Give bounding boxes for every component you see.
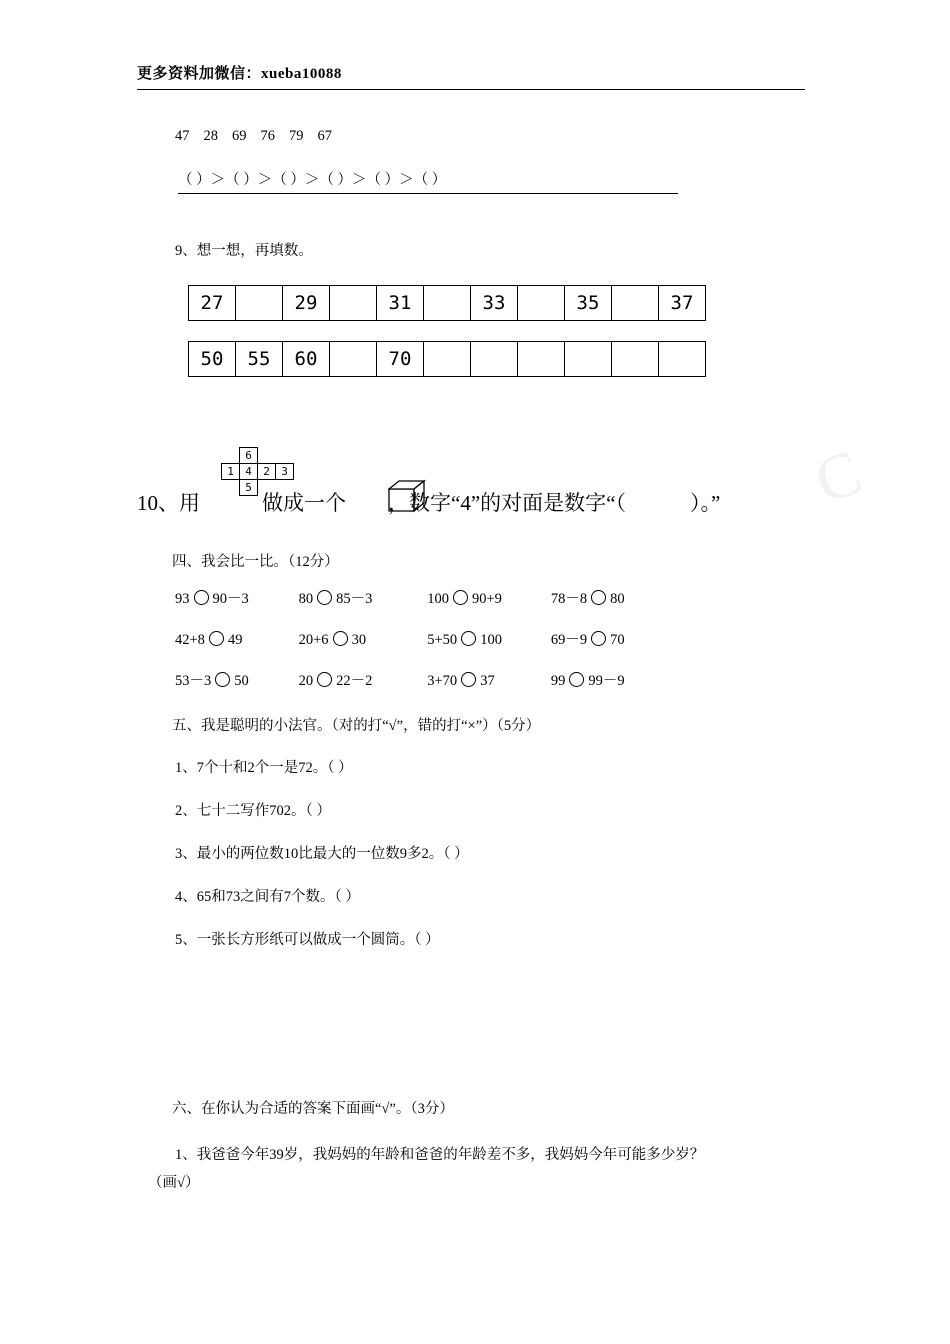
compare-right: 90－3 [212,591,249,607]
net-cell-1: 1 [222,464,240,480]
compare-item [427,590,547,608]
compare-item [427,672,547,690]
q10-line [137,487,720,517]
grid-cell[interactable]: 70 [377,342,424,377]
section5-item[interactable]: 2、七十二写作702。（ ） [175,803,331,819]
section5-item[interactable]: 4、65和73之间有7个数。（ ） [175,889,360,905]
grid-cell[interactable] [424,342,471,377]
compare-left: 80 [298,591,314,607]
compare-item [551,669,625,690]
compare-item [299,631,424,649]
grid-cell[interactable]: 33 [471,286,518,321]
q9-grid-five[interactable] [188,341,706,377]
grid-cell[interactable]: 37 [659,286,706,321]
section5-title: 五、我是聪明的小法官。（对的打“√”，错的打“×”）（5分） [172,718,541,734]
q8-number: 79 [289,128,304,144]
compare-circle[interactable] [333,631,348,646]
compare-item [175,587,295,608]
compare-right: 22－2 [336,673,373,689]
q10-text-c: ，数字“4”的对面是数字“（ [388,491,626,515]
q8-number: 47 [175,128,190,144]
q10-text-a: 10、用 [137,491,200,515]
q8-number: 28 [203,128,218,144]
grid-cell[interactable] [471,342,518,377]
grid-cell[interactable] [236,286,283,321]
q8-number: 67 [317,128,332,144]
section4-row [175,628,625,649]
compare-left: 69－9 [550,632,588,648]
grid-cell[interactable] [518,342,565,377]
grid-cell[interactable] [330,342,377,377]
compare-circle[interactable] [453,590,468,605]
compare-item [427,631,547,649]
compare-circle[interactable] [461,672,476,687]
compare-circle[interactable] [461,631,476,646]
net-empty [258,448,276,464]
compare-circle[interactable] [215,672,230,687]
compare-circle[interactable] [569,672,584,687]
compare-right: 37 [480,673,495,689]
compare-left: 78－8 [550,591,588,607]
grid-cell[interactable] [518,286,565,321]
compare-left: 20 [298,673,314,689]
compare-left: 100 [427,591,449,607]
q8-number-list [175,128,346,145]
compare-circle[interactable] [591,590,606,605]
section4-row [175,587,625,608]
q8-blanks: （ ）＞（ ）＞（ ）＞（ ）＞（ ）＞（ ） [178,172,447,188]
compare-left: 93 [175,591,190,607]
grid-cell[interactable]: 29 [283,286,330,321]
compare-right: 30 [351,632,367,648]
compare-right: 85－3 [336,591,373,607]
compare-left: 53－3 [175,673,212,689]
q8-number: 69 [232,128,247,144]
q10-text-b: 做成一个 [262,491,346,515]
compare-right: 99－9 [588,673,625,689]
watermark: C [806,435,871,518]
header-rule [137,89,805,90]
net-empty [222,448,240,464]
compare-right: 100 [480,632,502,648]
compare-left: 3+70 [427,673,458,689]
q8-answer-line[interactable] [178,168,678,194]
compare-left: 42+8 [175,632,205,648]
net-cell-3: 3 [276,464,294,480]
grid-cell[interactable]: 50 [189,342,236,377]
compare-right: 49 [227,632,243,648]
compare-item [551,587,625,608]
grid-cell[interactable]: 27 [189,286,236,321]
compare-left: 99 [550,673,566,689]
section6-item1-line2: （画√） [148,1175,200,1191]
compare-circle[interactable] [209,631,224,646]
compare-circle[interactable] [317,590,332,605]
compare-right: 50 [234,673,249,689]
q9-grid-odd[interactable] [188,285,706,321]
compare-item [175,669,295,690]
compare-item [551,628,625,649]
compare-item [299,669,424,690]
section6-title: 六、在你认为合适的答案下面画“√”。（3分） [172,1101,454,1117]
compare-left: 20+6 [298,632,329,648]
grid-cell[interactable] [659,342,706,377]
net-cell-2: 2 [258,464,276,480]
compare-item [299,587,424,608]
section6-item1-line1: 1、我爸爸今年39岁，我妈妈的年龄和爸爸的年龄差不多，我妈妈今年可能多少岁？ [175,1147,705,1163]
grid-cell[interactable] [612,286,659,321]
q10-text-d: ）。” [689,491,721,515]
compare-circle[interactable] [194,590,209,605]
grid-cell[interactable]: 35 [565,286,612,321]
section4-row [175,669,625,690]
net-cell-top: 6 [240,448,258,464]
grid-cell[interactable] [612,342,659,377]
grid-cell[interactable]: 55 [236,342,283,377]
grid-cell[interactable] [565,342,612,377]
grid-cell[interactable] [424,286,471,321]
grid-cell[interactable]: 60 [283,342,330,377]
net-empty [276,448,294,464]
section5-item[interactable]: 5、一张长方形纸可以做成一个圆筒。（ ） [175,932,440,948]
section5-item[interactable]: 3、最小的两位数10比最大的一位数9多2。（ ） [175,846,469,862]
net-cell-bottom: 5 [240,480,258,496]
compare-right: 80 [610,591,625,607]
grid-cell[interactable]: 31 [377,286,424,321]
compare-left: 5+50 [427,632,458,648]
grid-cell[interactable] [330,286,377,321]
compare-circle[interactable] [591,631,606,646]
compare-item [175,631,295,649]
section4-title: 四、我会比一比。（12分） [172,554,339,570]
section5-item[interactable]: 1、7个十和2个一是72。（ ） [175,760,353,776]
q8-number: 76 [260,128,275,144]
net-cell-4: 4 [240,464,258,480]
header-text: 更多资料加微信：xueba10088 [137,66,342,82]
compare-right: 90+9 [472,591,502,607]
q9-label: 9、想一想，再填数。 [175,243,313,259]
compare-right: 70 [610,632,625,648]
page-header [137,62,805,90]
compare-circle[interactable] [317,672,332,687]
